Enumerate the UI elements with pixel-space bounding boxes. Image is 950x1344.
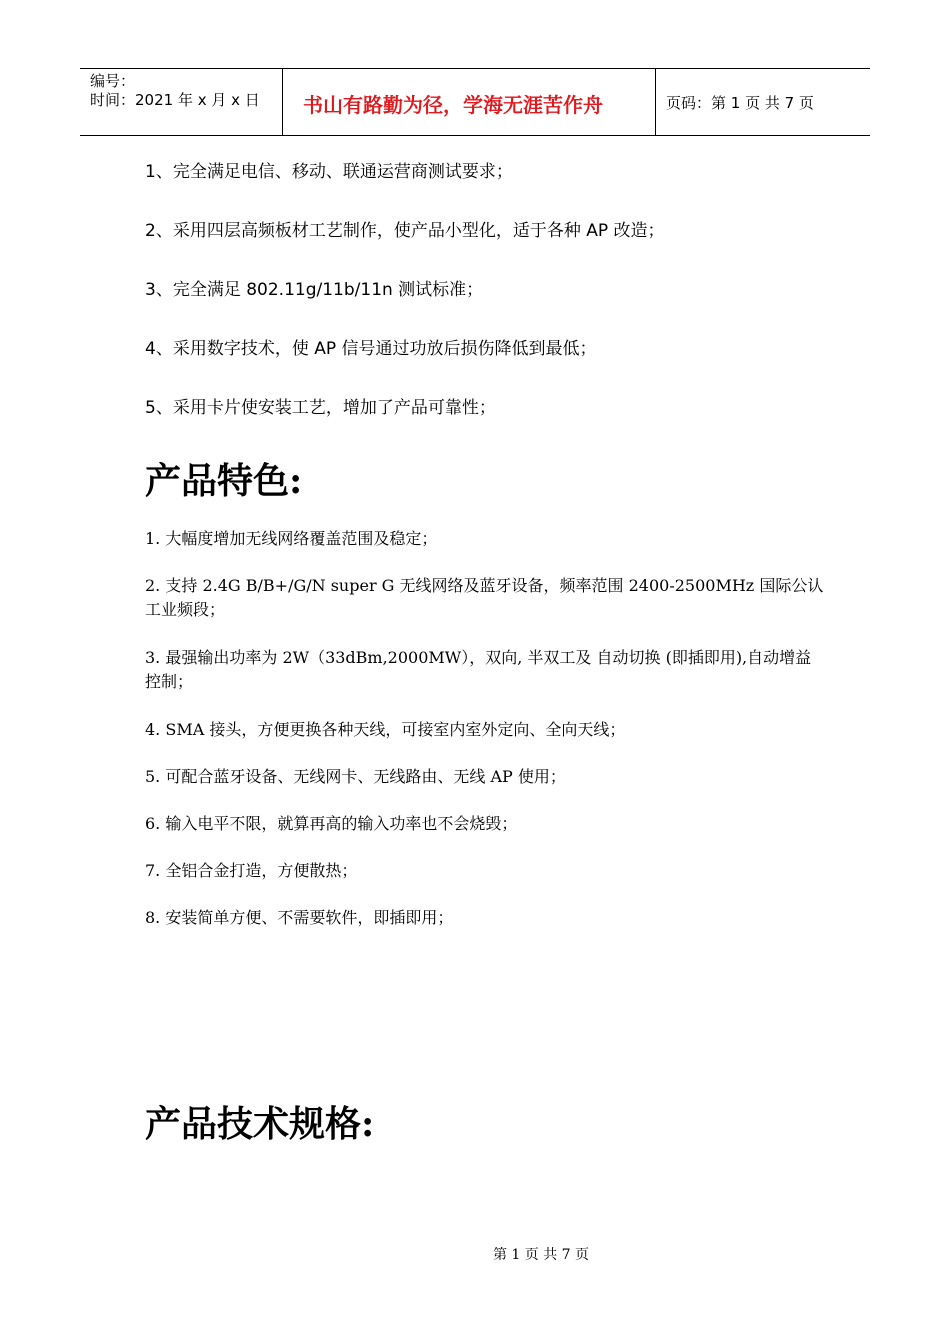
requirement-item: 4、采用数字技术，使 AP 信号通过功放后损伤降低到最低；	[145, 339, 597, 359]
feature-item: 4. SMA 接头，方便更换各种天线，可接室内室外定向、全向天线；	[145, 720, 626, 739]
feature-item: 7. 全铝合金打造，方便散热；	[145, 861, 358, 880]
page-footer	[0, 1246, 950, 1264]
feature-item: 2. 支持 2.4G B/B+/G/N super G 无线网络及蓝牙设备，频率范围 2400-2500MHz 国际公认工业频段；	[145, 576, 824, 619]
header-page-cell	[656, 69, 870, 135]
feature-item: 6. 输入电平不限，就算再高的输入功率也不会烧毁；	[145, 814, 518, 833]
requirement-item: 3、完全满足 802.11g/11b/11n 测试标准；	[145, 280, 484, 300]
requirement-item: 1、完全满足电信、移动、联通运营商测试要求；	[145, 162, 513, 182]
feature-item: 5. 可配合蓝牙设备、无线网卡、无线路由、无线 AP 使用；	[145, 767, 566, 786]
header-motto: 书山有路勤为径，学海无涯苦作舟	[303, 93, 603, 117]
page-header	[80, 68, 870, 136]
feature-item: 8. 安装简单方便、不需要软件，即插即用；	[145, 908, 454, 927]
header-meta-cell	[80, 69, 282, 135]
specs-heading: 产品技术规格:	[145, 1103, 375, 1145]
feature-item: 3. 最强输出功率为 2W（33dBm,2000MW），双向, 半双工及 自动切换 (即插即用),自动增益控制；	[145, 648, 812, 691]
requirement-item: 5、采用卡片使安装工艺，增加了产品可靠性；	[145, 398, 496, 418]
footer-page-number: 第 1 页 共 7 页	[492, 1247, 590, 1263]
header-motto-cell	[282, 69, 656, 135]
feature-item: 1. 大幅度增加无线网络覆盖范围及稳定；	[145, 529, 438, 548]
document-time-label: 时间：2021 年 x 月 x 日	[90, 91, 260, 109]
features-heading: 产品特色:	[145, 460, 303, 502]
requirement-item: 2、采用四层高频板材工艺制作，使产品小型化，适于各种 AP 改造；	[145, 221, 665, 241]
document-number-label: 编号：	[90, 72, 136, 90]
header-page-code: 页码：第 1 页 共 7 页	[666, 94, 814, 112]
